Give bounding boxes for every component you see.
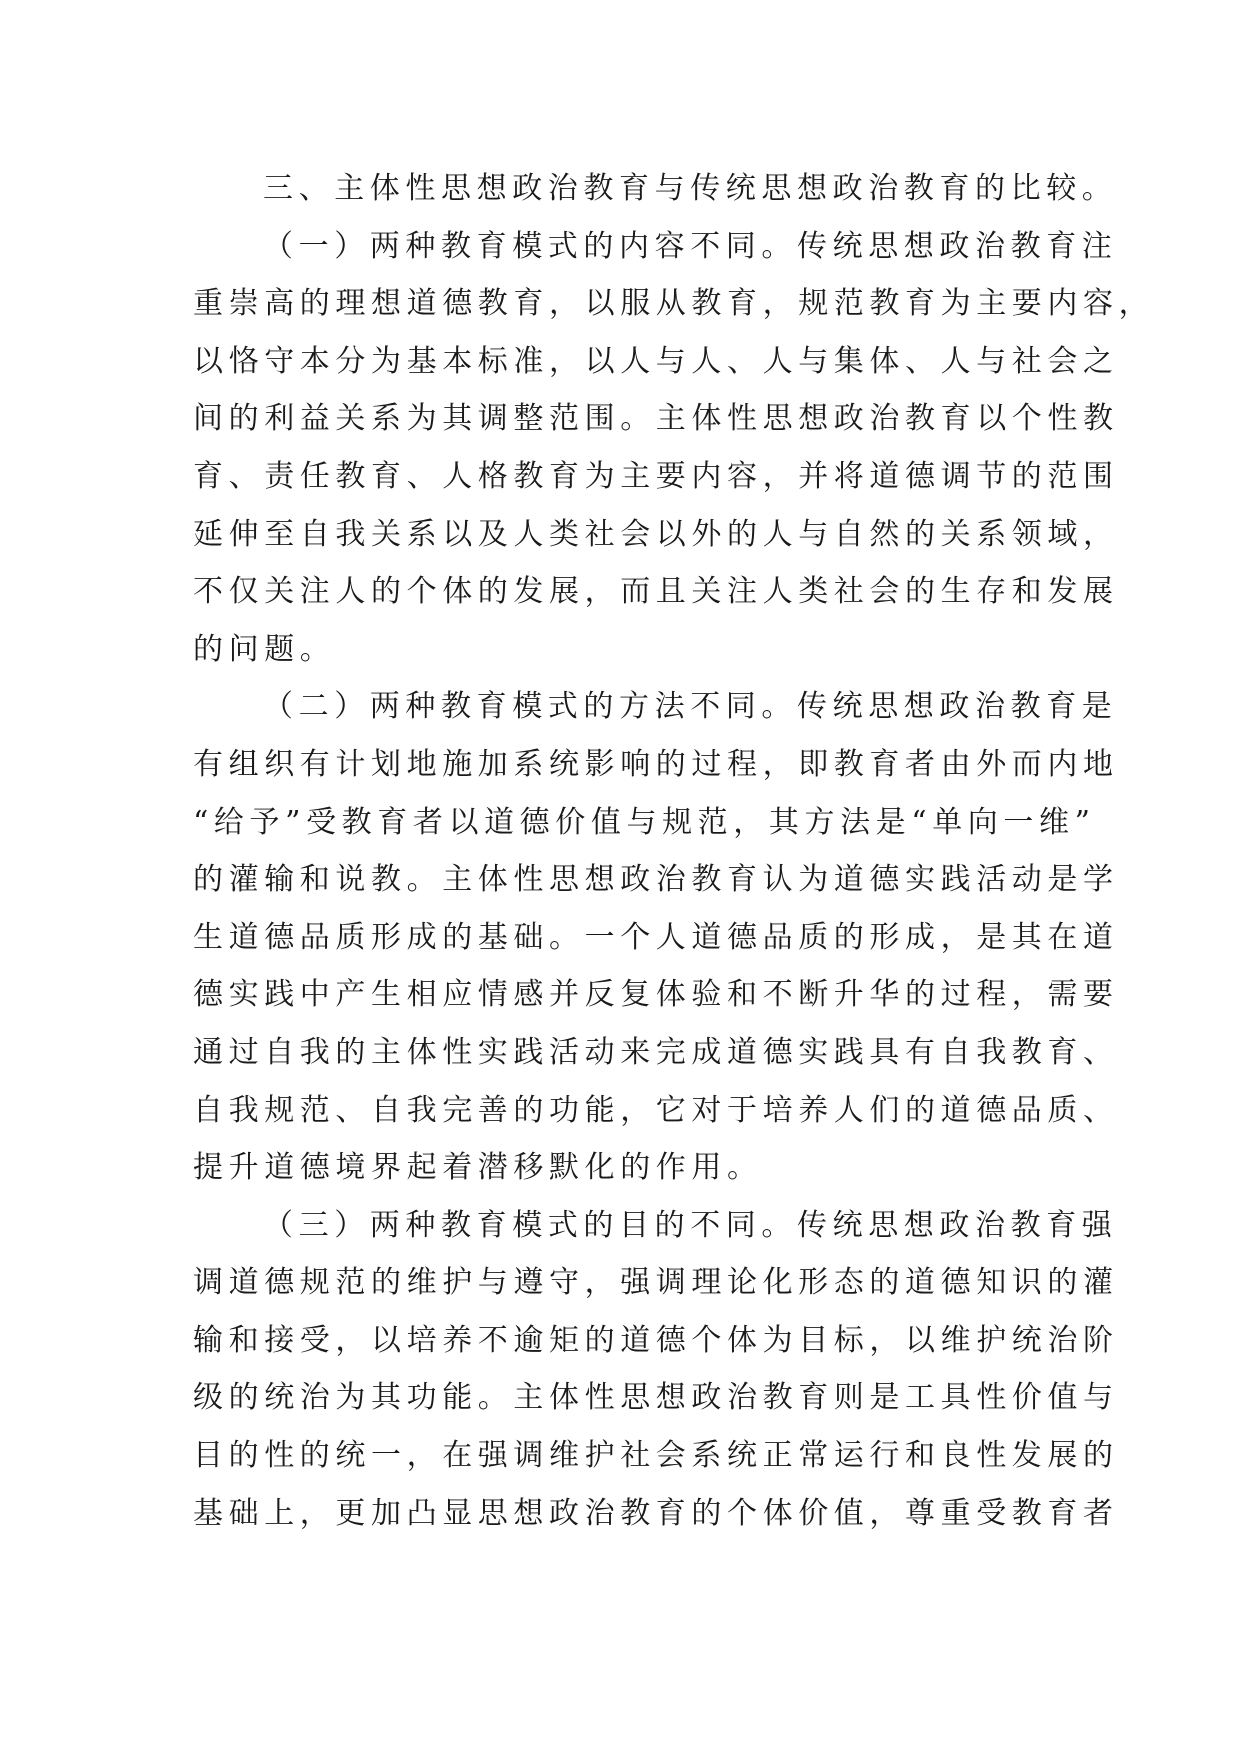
paragraph-1-line: 延伸至自我关系以及人类社会以外的人与自然的关系领域， — [193, 516, 1119, 552]
paragraph-1-line: 间的利益关系为其调整范围。主体性思想政治教育以个性教 — [193, 401, 1119, 437]
paragraph-3-line: 目的性的统一，在强调维护社会系统正常运行和良性发展的 — [193, 1438, 1119, 1474]
paragraph-2-line: 通过自我的主体性实践活动来完成道德实践具有自我教育、 — [193, 1034, 1119, 1070]
paragraph-2-line: 自我规范、自我完善的功能，它对于培养人们的道德品质、 — [193, 1092, 1119, 1128]
paragraph-2-line: 的灌输和说教。主体性思想政治教育认为道德实践活动是学 — [193, 862, 1119, 898]
paragraph-1-line: 育、责任教育、人格教育为主要内容，并将道德调节的范围 — [193, 458, 1119, 494]
paragraph-1-line: 的问题。 — [193, 631, 336, 667]
section-heading: 三、主体性思想政治教育与传统思想政治教育的比较。 — [263, 171, 1118, 206]
paragraph-1-line: 不仅关注人的个体的发展，而且关注人类社会的生存和发展 — [193, 574, 1119, 610]
paragraph-1-line: 重崇高的理想道德教育，以服从教育，规范教育为主要内容， — [193, 286, 1155, 322]
paragraph-2-line: （二）两种教育模式的方法不同。传统思想政治教育是 — [263, 689, 1118, 725]
document-body — [193, 160, 1155, 1542]
paragraph-2-line: 生道德品质形成的基础。一个人道德品质的形成，是其在道 — [193, 919, 1119, 955]
paragraph-3-line: 调道德规范的维护与遵守，强调理论化形态的道德知识的灌 — [193, 1265, 1119, 1301]
paragraph-1-line: （一）两种教育模式的内容不同。传统思想政治教育注 — [263, 228, 1118, 264]
paragraph-1-line: 以恪守本分为基本标准，以人与人、人与集体、人与社会之 — [193, 343, 1119, 379]
paragraph-2-line: “给予”受教育者以道德价值与规范，其方法是“单向一维” — [193, 804, 1096, 840]
paragraph-3-line: 输和接受，以培养不逾矩的道德个体为目标，以维护统治阶 — [193, 1322, 1119, 1358]
paragraph-2-line: 有组织有计划地施加系统影响的过程，即教育者由外而内地 — [193, 746, 1119, 782]
paragraph-2-line: 提升道德境界起着潜移默化的作用。 — [193, 1150, 763, 1186]
paragraph-3-line: 基础上，更加凸显思想政治教育的个体价值，尊重受教育者 — [193, 1495, 1119, 1531]
paragraph-3-line: （三）两种教育模式的目的不同。传统思想政治教育强 — [263, 1207, 1118, 1243]
paragraph-3-line: 级的统治为其功能。主体性思想政治教育则是工具性价值与 — [193, 1380, 1119, 1416]
paragraph-2-line: 德实践中产生相应情感并反复体验和不断升华的过程，需要 — [193, 977, 1119, 1013]
